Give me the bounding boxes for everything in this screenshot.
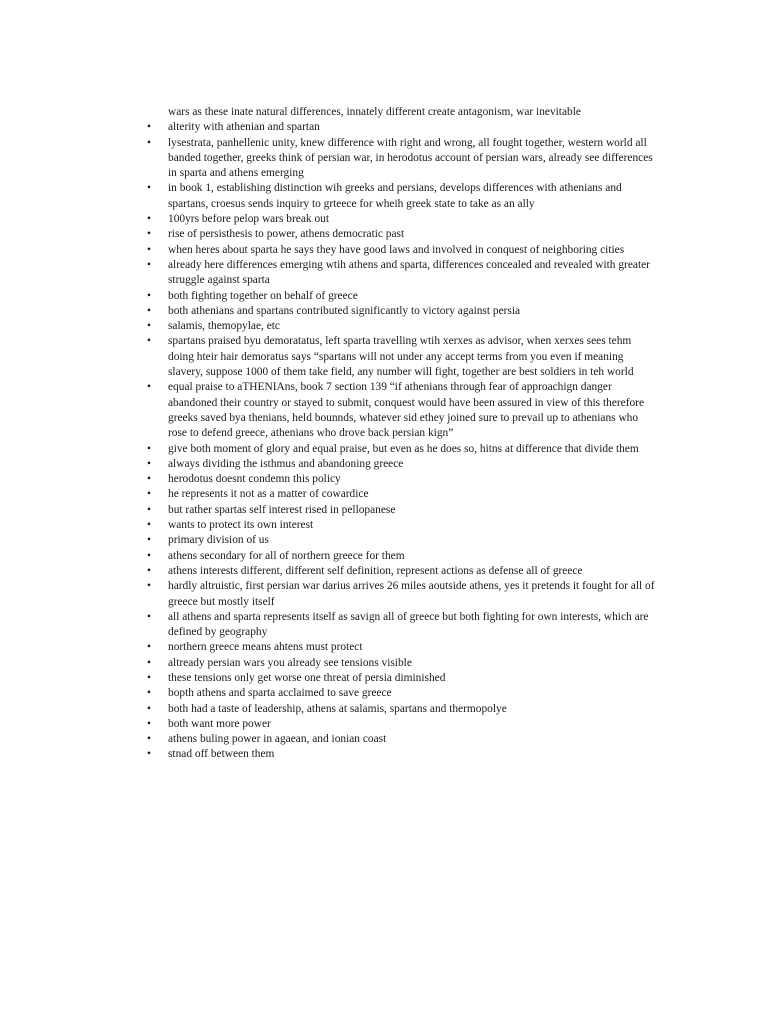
list-item xyxy=(147,686,655,701)
list-item xyxy=(147,258,655,289)
bullet-icon: • xyxy=(147,580,151,593)
list-item xyxy=(147,487,655,502)
list-item-text: bopth athens and sparta acclaimed to save greece xyxy=(168,687,392,700)
list-item-text: primary division of us xyxy=(168,534,269,547)
list-item-text: athens interests different, different self definition, represent actions as defense all of greece xyxy=(168,564,583,577)
bullet-icon: • xyxy=(147,473,151,486)
list-item xyxy=(147,503,655,518)
bullet-icon: • xyxy=(147,534,151,547)
bullet-icon: • xyxy=(147,748,151,761)
list-item-text: both fighting together on behalf of greece xyxy=(168,289,358,302)
list-item-text: both want more power xyxy=(168,717,271,730)
list-item-text: athens secondary for all of northern greece for them xyxy=(168,549,405,562)
list-item xyxy=(147,243,655,258)
bullet-icon: • xyxy=(147,687,151,700)
bullet-icon: • xyxy=(147,320,151,333)
list-item xyxy=(147,717,655,732)
list-item xyxy=(147,319,655,334)
bullet-icon: • xyxy=(147,182,151,195)
list-item xyxy=(147,732,655,747)
bullet-icon: • xyxy=(147,671,151,684)
list-item xyxy=(147,549,655,564)
list-item-text: alterity with athenian and spartan xyxy=(168,121,320,134)
list-item-text: wars as these inate natural differences, innately different create antagonism, war inevitable xyxy=(168,106,581,118)
bullet-icon: • xyxy=(147,121,151,134)
list-item-text: wants to protect its own interest xyxy=(168,519,314,532)
list-item-text: hardly altruistic, first persian war darius arrives 26 miles aoutside athens, yes it pretends it fought for all of greece but mostly itself xyxy=(168,580,655,608)
list-item xyxy=(147,212,655,227)
list-item-text: salamis, themopylae, etc xyxy=(168,320,280,333)
bullet-icon: • xyxy=(147,488,151,501)
list-item-text: spartans praised byu demoratatus, left sparta travelling wtih xerxes as advisor, when xerxes sees tehm doing hteir hair demoratus says “spartans will not under any accept terms from you even if meaning slavery, suppose 1000 of them take field, any number will fight, together are best soldiers in teh world xyxy=(168,335,634,379)
list-item xyxy=(147,334,655,380)
list-item xyxy=(147,181,655,212)
bullet-icon: • xyxy=(147,304,151,317)
list-item xyxy=(147,227,655,242)
list-item-text: give both moment of glory and equal praise, but even as he does so, hitns at difference that divide them xyxy=(168,442,639,455)
list-item xyxy=(147,564,655,579)
list-item-text: in book 1, establishing distinction wih greeks and persians, develops differences with athenians and spartans, croesus sends inquiry to grteece for wheih greek state to take as an ally xyxy=(168,182,622,210)
bullet-icon: • xyxy=(147,442,151,455)
list-item-text: he represents it not as a matter of cowardice xyxy=(168,488,369,501)
bullet-icon: • xyxy=(147,519,151,532)
bullet-icon: • xyxy=(147,289,151,302)
list-item-continuation xyxy=(147,105,655,120)
list-item xyxy=(147,610,655,641)
bullet-icon: • xyxy=(147,702,151,715)
list-item xyxy=(147,136,655,182)
bullet-icon: • xyxy=(147,717,151,730)
bullet-icon: • xyxy=(147,381,151,394)
list-item-text: 100yrs before pelop wars break out xyxy=(168,213,329,226)
bullet-icon: • xyxy=(147,549,151,562)
bullet-icon: • xyxy=(147,335,151,348)
list-item-text: already here differences emerging wtih athens and sparta, differences concealed and revealed with greater struggle against sparta xyxy=(168,258,650,287)
list-item-text: always dividing the isthmus and abandoning greece xyxy=(168,457,404,470)
list-item-text: when heres about sparta he says they have good laws and involved in conquest of neighboring cities xyxy=(168,243,625,256)
list-item xyxy=(147,747,655,762)
bullet-icon: • xyxy=(147,610,151,623)
list-item xyxy=(147,120,655,135)
list-item xyxy=(147,472,655,487)
list-item xyxy=(147,640,655,655)
list-item xyxy=(147,579,655,610)
list-item-text: equal praise to aTHENIAns, book 7 section 139 “if athenians through fear of approachign danger abandoned their country or stayed to submit, conquest would have been assured in view of this therefore greeks saved bya thenians, held bounnds, whatever sid ethey joined sure to prevail up to athenians who rose to defend greece, athenians who drove back persian kign” xyxy=(168,381,645,440)
list-item-text: both athenians and spartans contributed significantly to victory against persia xyxy=(168,304,521,317)
list-item xyxy=(147,656,655,671)
list-item xyxy=(147,380,655,441)
list-item xyxy=(147,304,655,319)
bullet-icon: • xyxy=(147,228,151,241)
bullet-icon: • xyxy=(147,733,151,746)
bullet-icon: • xyxy=(147,641,151,654)
bullet-icon: • xyxy=(147,213,151,226)
list-item xyxy=(147,533,655,548)
list-item xyxy=(147,289,655,304)
list-item-text: these tensions only get worse one threat of persia diminished xyxy=(168,671,446,684)
list-item-text: rise of persisthesis to power, athens democratic past xyxy=(168,228,405,241)
notes-list xyxy=(147,105,655,763)
bullet-icon: • xyxy=(147,136,151,149)
list-item-text: athens buling power in agaean, and ionian coast xyxy=(168,733,387,746)
list-item-text: both had a taste of leadership, athens at salamis, spartans and thermopolye xyxy=(168,702,507,715)
list-item xyxy=(147,457,655,472)
list-item-text: all athens and sparta represents itself as savign all of greece but both fighting for own interests, which are defined by geography xyxy=(168,610,649,639)
list-item-text: herodotus doesnt condemn this policy xyxy=(168,473,341,486)
list-item-text: but rather spartas self interest rised in pellopanese xyxy=(168,503,396,516)
list-item-text: stnad off between them xyxy=(168,748,275,761)
list-item xyxy=(147,702,655,717)
list-item-text: altready persian wars you already see tensions visible xyxy=(168,656,412,669)
list-item-text: northern greece means ahtens must protect xyxy=(168,641,363,654)
list-item-text: lysestrata, panhellenic unity, knew difference with right and wrong, all fought together, western world all banded together, greeks think of persian war, in herodotus account of persian wars, already see differences in sparta and athens emerging xyxy=(168,136,653,180)
bullet-icon: • xyxy=(147,503,151,516)
list-item xyxy=(147,518,655,533)
bullet-icon: • xyxy=(147,243,151,256)
list-item xyxy=(147,442,655,457)
bullet-icon: • xyxy=(147,258,151,271)
bullet-icon: • xyxy=(147,457,151,470)
bullet-icon: • xyxy=(147,564,151,577)
bullet-icon: • xyxy=(147,656,151,669)
list-item xyxy=(147,671,655,686)
